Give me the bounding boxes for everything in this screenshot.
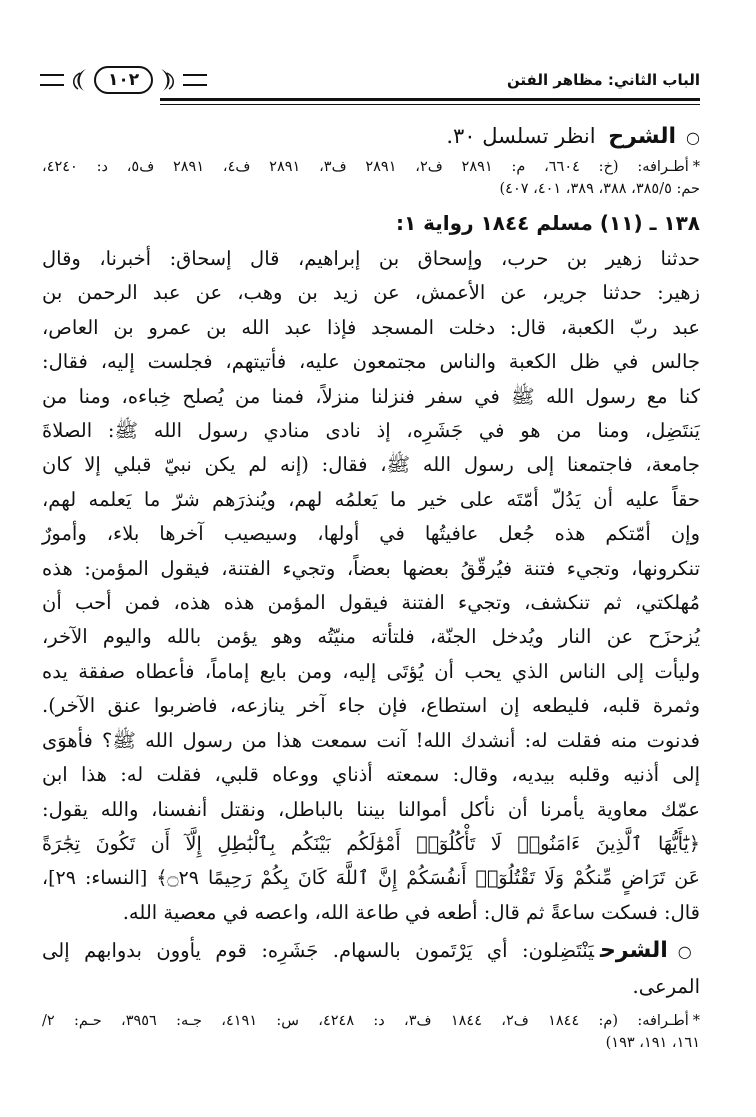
hadith-line: جالس في ظل الكعبة والناس مجتمعون عليه، فأتيتهم، فجلست إليه، فقال: [42,350,700,374]
running-title: الباب الثاني: مظاهر الفتن [506,71,700,89]
star-marker: * [692,1012,701,1029]
leaf-ornament-icon [157,65,179,95]
page-number-badge [40,65,207,95]
circle-bullet-icon: ○ [686,128,700,147]
leaf-ornament-icon [68,65,90,95]
hadith-line: فدنوت منه فقلت له: أنشدك الله! آنت سمعت هذا من رسول الله ﷺ؟ فأهوَى [42,728,700,752]
atraf-text: أطـراف‍ه: (خ: ٦٦٠٤، م: ٢٨٩١ ف٢، ٢٨٩١ ف٣، ٢٨٩١ ف٤، ٢٨٩١ ف٥، د: ٤٢٤٠، [42,159,689,175]
atraf-line: حم: ٣٨٥/٥، ٣٨٨، ٣٨٩، ٤٠١، ٤٠٧) [499,181,700,197]
hadith-line: تنكرونها، وتجيء فتنة فيُرقّقُ بعضها بعضاً، وتجيء الفتنة، فيقول المؤمن: هذه [42,556,700,580]
page-content [42,118,700,1054]
sharh-label: الشرح [608,124,677,149]
page-header [40,58,700,102]
atraf-line [42,156,700,178]
circle-bullet-icon: ○ [677,942,700,962]
quran-verse-line: ﴿يَٰٓأَيُّهَا ٱلَّذِينَ ءَامَنُوا۟ لَا تَأْكُلُوٓا۟ أَمْوَٰلَكُم بَيْنَكُم بِٱلْبَٰطِلِ إِلَّآ أَن تَكُونَ تِجَٰرَةً [42,832,700,855]
sharh-explanation [42,934,700,969]
hadith-line: وإن أمّتكم هذه جُعل عافيتُها في أولها، وسيصيب آخرها بلاء، وأمورٌ [42,522,700,546]
sharh-text: يَنْتَضِلون: أي يَرْتَمون بالسهام. جَشَرِه: قوم يأوون بدوابهم إلى [42,939,595,963]
hadith-line: وثمرة قلبه، فليطعه إن استطاع، فإن جاء آخر ينازعه، فاضربوا عنق الآخر). [42,694,700,718]
hadith-line: زهير: حدثنا جرير، عن الأعمش، عن زيد بن وهب، عن عبد الرحمن بن [42,281,700,305]
atraf-text: أطـراف‍ه: (م: ١٨٤٤ ف٢، ١٨٤٤ ف٣، د: ٤٢٤٨، س: ٤١٩١، جـه: ٣٩٥٦، حـم: ٢/ [42,1012,689,1029]
hadith-line: مُهلكتي، ثم تنكشف، وتجيء الفتنة فيقول المؤمن هذه هذه، فمن أحب أن [42,591,700,615]
sharh-label: الشرح [600,938,668,964]
hadith-line: حقاً عليه أن يَدُلّ أمّتَه على خير ما يَعلمُه لهم، ويُنذرَهم شرّ ما يَعلمه لهم، [42,487,700,511]
hadith-line: يَنتَضِل، ومنا من هو في جَشَرِه، إذ نادى منادي رسول الله ﷺ: الصلاةَ [42,419,700,443]
sharh-text: انظر تسلسل ٣٠. [446,124,596,148]
sharh-text-continued: المرعى. [632,974,700,998]
page-number: ١٠٢ [94,66,153,94]
atraf-line [42,1010,700,1032]
hadith-line: يُزحزَح عن النار ويُدخل الجنّة، فلتأته منيّتُه وهو يؤمن بالله واليوم الآخر، [42,625,700,649]
header-rule [160,98,700,105]
sharh-reference [42,118,700,156]
hadith-line: جامعة، فاجتمعنا إلى رسول الله ﷺ، فقال: (إنه لم يكن نبيّ قبلي إلا كان [42,453,700,477]
hadith-line: عبد ربّ الكعبة، قال: دخلت المسجد فإذا عبد الله بن عمرو بن العاص، [42,315,700,339]
double-rule-decoration [40,74,64,86]
quran-verse-line: عَن تَرَاضٍ مِّنكُمْ وَلَا تَقْتُلُوٓا۟ أَنفُسَكُمْ إِنَّ ٱللَّهَ كَانَ بِكُمْ رَحِيمًا ۝٢٩﴾ [النساء: ٢٩]، [42,867,700,890]
hadith-line: كنا مع رسول الله ﷺ في سفر فنزلنا منزلاً، فمنا من يُصلح خِباءه، ومنا من [42,384,700,408]
hadith-heading: ١٣٨ ـ (١١) مسلم ١٨٤٤ رواية ١: [395,211,700,235]
hadith-line: حدثنا زهير بن حرب، وإسحاق بن إبراهيم، قال إسحاق: أخبرنا، وقال [42,247,700,270]
atraf-line: ١٦١، ١٩١، ١٩٣) [605,1034,700,1051]
hadith-line: وليأت إلى الناس الذي يحب أن يُؤتَى إليه، ومن بايع إماماً، فأعطاه صفقة يده [42,659,700,683]
hadith-line: إلى أذنيه وقلبه بيديه، وقال: سمعته أذناي ووعاه قلبي، فقلت له: هذا ابن [42,763,700,787]
star-marker: * [692,159,701,175]
hadith-line: عمّك معاوية يأمرنا أن نأكل أموالنا بيننا بالباطل، ونقتل أنفسنا، والله يقول: [42,797,700,821]
double-rule-decoration [183,74,207,86]
hadith-body [42,242,700,930]
hadith-line: قال: فسكت ساعةً ثم قال: أطعه في طاعة الله، واعصه في معصية الله. [122,900,700,924]
